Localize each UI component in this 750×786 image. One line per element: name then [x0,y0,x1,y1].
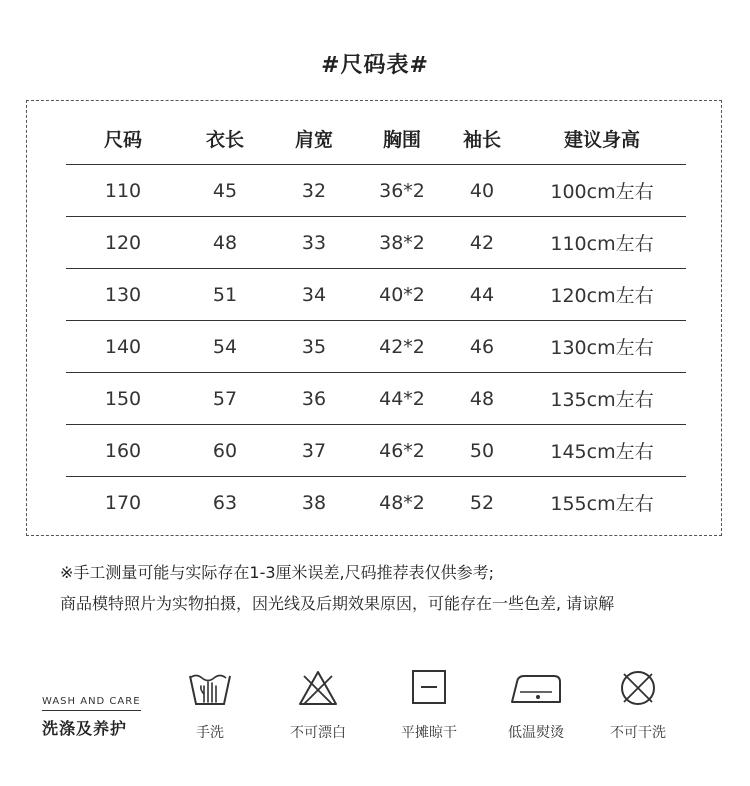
table-cell: 110 [66,165,180,217]
table-cell: 150 [66,373,180,425]
table-cell: 110cm左右 [518,217,686,269]
table-cell: 38*2 [358,217,446,269]
hand-wash-icon [162,668,258,708]
care-label: 不可漂白 [290,725,346,741]
column-header: 胸围 [358,112,446,165]
table-cell: 63 [212,491,238,514]
table-cell: 44 [446,269,518,321]
table-cell: 45 [180,165,270,217]
table-cell: 51 [180,269,270,321]
care-heading-english: WASH AND CARE [42,696,141,711]
table-row [66,217,686,269]
column-header: 尺码 [66,112,180,165]
table-cell: 50 [446,425,518,477]
measurement-note: ※手工测量可能与实际存在1-3厘米误差,尺码推荐表仅供参考; [60,563,495,582]
care-item-no-dry-clean [590,668,686,742]
table-cell: 57 [180,373,270,425]
no-dry-clean-icon [590,668,686,708]
table-cell: 48 [446,373,518,425]
size-table [66,112,686,528]
table-cell: 155cm左右 [550,493,654,515]
table-cell: 38 [301,491,327,514]
table-row [66,477,686,529]
no-bleach-icon [270,668,366,708]
table-cell: 35 [270,321,358,373]
care-label: 不可干洗 [610,725,666,741]
table-cell: 36 [270,373,358,425]
table-header-row [66,112,686,165]
table-cell: 46*2 [358,425,446,477]
table-cell: 54 [180,321,270,373]
table-cell: 160 [66,425,180,477]
table-cell: 42*2 [358,321,446,373]
care-label: 手洗 [196,725,224,741]
column-header: 建议身高 [518,112,686,165]
table-cell: 135cm左右 [518,373,686,425]
table-row [66,321,686,373]
care-heading [42,689,141,739]
table-cell: 145cm左右 [518,425,686,477]
table-cell: 42 [446,217,518,269]
column-header: 肩宽 [270,112,358,165]
table-row [66,425,686,477]
column-header: 袖长 [446,112,518,165]
table-cell: 100cm左右 [518,165,686,217]
care-label: 平摊晾干 [401,725,457,741]
table-cell: 60 [180,425,270,477]
care-item-low-iron [488,668,584,742]
table-cell: 36*2 [358,165,446,217]
table-row [66,269,686,321]
table-cell: 130 [66,269,180,321]
table-row [66,373,686,425]
table-cell: 34 [270,269,358,321]
table-cell: 170 [104,491,142,514]
table-cell: 48*2 [379,491,425,514]
care-item-flat-dry [381,668,477,742]
page-title: #尺码表# [321,53,429,78]
table-cell: 46 [446,321,518,373]
table-cell: 52 [469,491,495,514]
low-iron-icon [488,668,584,708]
table-cell: 120cm左右 [518,269,686,321]
care-item-no-bleach [270,668,366,742]
table-cell: 140 [66,321,180,373]
table-cell: 37 [270,425,358,477]
care-label: 低温熨烫 [508,725,564,741]
table-cell: 40*2 [358,269,446,321]
flat-dry-shade-icon [381,668,477,708]
table-cell: 120 [66,217,180,269]
care-item-hand-wash [162,668,258,742]
table-cell: 48 [180,217,270,269]
column-header: 衣长 [180,112,270,165]
color-difference-note: 商品模特照片为实物拍摄，因光线及后期效果原因，可能存在一些色差, 请谅解 [60,594,615,613]
table-cell: 33 [270,217,358,269]
table-cell: 130cm左右 [518,321,686,373]
table-cell: 32 [270,165,358,217]
table-cell: 44*2 [358,373,446,425]
care-heading-chinese: 洗涤及养护 [42,719,128,738]
table-cell: 40 [446,165,518,217]
table-row [66,165,686,217]
